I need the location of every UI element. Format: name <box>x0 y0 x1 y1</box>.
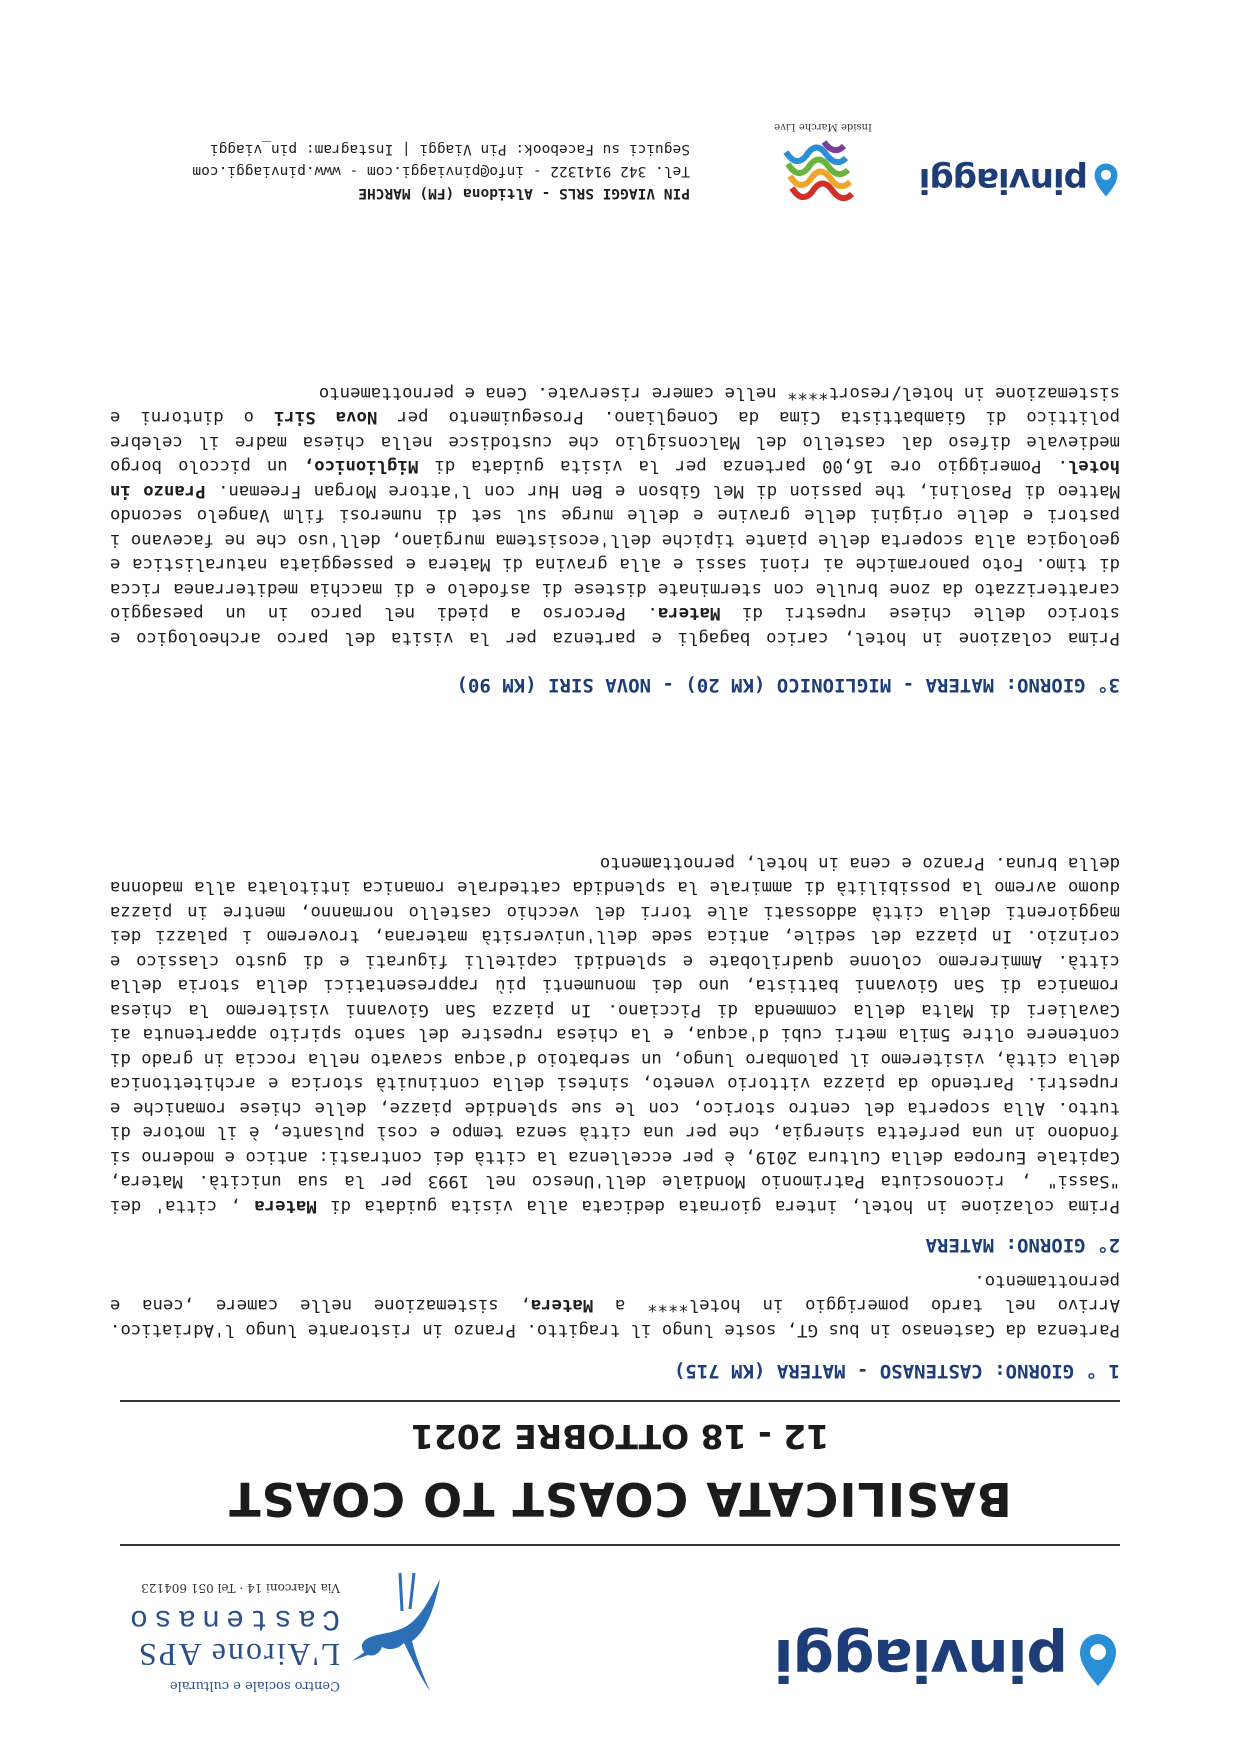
brand-name: pinviaggi <box>774 1626 1068 1694</box>
airone-logo <box>120 1569 460 1699</box>
pin-drop-icon <box>1092 162 1120 198</box>
pinviaggi-logo <box>775 1626 1120 1694</box>
trip-title: BASILICATA COAST TO COAST <box>228 1472 1012 1526</box>
day-3-text: Prima colazione in hotel, carico bagagli e partenza per la visita del parco archeologico e storico delle chiese rupestri di Matera. Percorso a piedi nel parco in un paesaggio caratterizzato da zone brulle con sterminate distese di asfodelo e di macchia mediterranea ricca di timo. Foto panoramiche ai rioni sassi e alla gravina di Matera e passeggiata naturalistica e geologica alla scoperta delle piante tipiche dell'ecosistema murgiano, dell'uso che ne facevano i pastori e delle origini delle gravine e delle murge sul set di numerosi film Vangelo secondo Matteo di Pasolini, the passion di Mel Gibson e Ben Hur con l'attore Morgan Freeman. Pranzo in hotel. Pomeriggio ore 16,00 partenza per la visita guidata di Miglionico, un piccolo borgo medievale difeso dal castello del Malconsiglio che custodisce nella chiesa madre il celebre polittico di Giambattista Cima da Conegliano. Proseguimento per Nova Siri o dintorni e sistemazione in hotel/resort**** nelle camere riservate. Cena e pernottamento <box>110 383 1120 648</box>
footer-pinviaggi-logo <box>920 160 1120 200</box>
company-line: PIN VIAGGI SRLS - Altidona (FM) MARCHE <box>358 185 690 201</box>
marche-logo-icon <box>772 134 872 204</box>
marche-caption: Inside Marche Live <box>774 121 872 132</box>
day-3-heading: 3° GIORNO: MATERA - MIGLIONICO (KM 20) - NOVA SIRI (KM 90) <box>456 674 1120 696</box>
contacts-line: Tel. 342 9141322 - info@pinviaggi.com - www.pinviaggi.com <box>192 163 690 179</box>
day-2-text: Prima colazione in hotel, intera giornata dedicata alla visita guidata di Matera , citta' dei "Sassi" , riconosciuta Patrimonio Mondiale dell'Unesco nel 1993 per la sua unicità. Matera, Capitale Europea della Cultura 2019, è per eccellenza la città dei contrasti: antico e moderno si fondono in una perfetta sinergia, che per una città senza tempo e così pulsante, è il motore di tutto. Alla scoperta del centro storico, con le sue splendide piazze, delle chiese romaniche e rupestri. Partendo da piazza vittorio veneto, sintesi della continuità storica e architettonica della città, visiteremo il palombaro lungo, un serbatoio d'acqua scavato nella roccia in grado di contenere oltre 5mila metri cubi d'acqua, e la chiesa rupestre del santo spirito appartenuta ai Cavalieri di Malta della commenda di Picciano. In piazza San Giovanni visiteremo la chiesa romanica di San Giovanni battista, uno dei monumenti più rappresentatici della storia della città. Ammireremo colonne quadrilobate e splendidi capitelli figurati e di gusto classico e corinzio. In piazza del sedile, antica sede dell'università materana, troveremo i palazzi dei maggiorenti della città addossati alle torri del vecchio castello normanno, mentre in piazza duomo avremo la possibilità di ammirale la splendida cattedrale romanica intitolata alla madonna della bruna. Pranzo e cena in hotel, pernottamento <box>110 853 1120 1216</box>
partner-town: Castenaso <box>123 1601 340 1635</box>
social-line: Seguici su Facebook: Pin Viaggi | Instagram: pin_viaggi <box>209 141 690 157</box>
partner-address: Via Marconi 14 · Tel 051 604123 <box>141 1581 340 1595</box>
partner-name: L'Airone APS <box>136 1637 340 1673</box>
trip-dates: 12 - 18 OTTOBRE 2021 <box>410 1417 830 1456</box>
top-divider <box>120 1544 1120 1546</box>
contact-block <box>192 138 690 204</box>
day-2-heading: 2° GIORNO: MATERA <box>925 1234 1120 1256</box>
footer-brand-name: pinviaggi <box>919 160 1088 200</box>
pin-drop-icon <box>1076 1632 1120 1688</box>
day-1-heading: 1 ° GIORNO: CASTENASO - MATERA (KM 715) <box>673 1360 1120 1382</box>
day-1-text: Partenza da Castenaso in bus GT, soste lungo il tragitto. Pranzo in ristorante lungo l'Adriatico. Arrivo nel tardo pomeriggio in hotel**** a Matera, sistemazione nelle camere ,cena e pernottamento. <box>110 1271 1120 1340</box>
partner-tagline: Centro sociale e culturale <box>169 1678 340 1693</box>
title-divider <box>120 1400 1120 1402</box>
heron-icon <box>350 1569 460 1699</box>
footer <box>120 104 1120 214</box>
